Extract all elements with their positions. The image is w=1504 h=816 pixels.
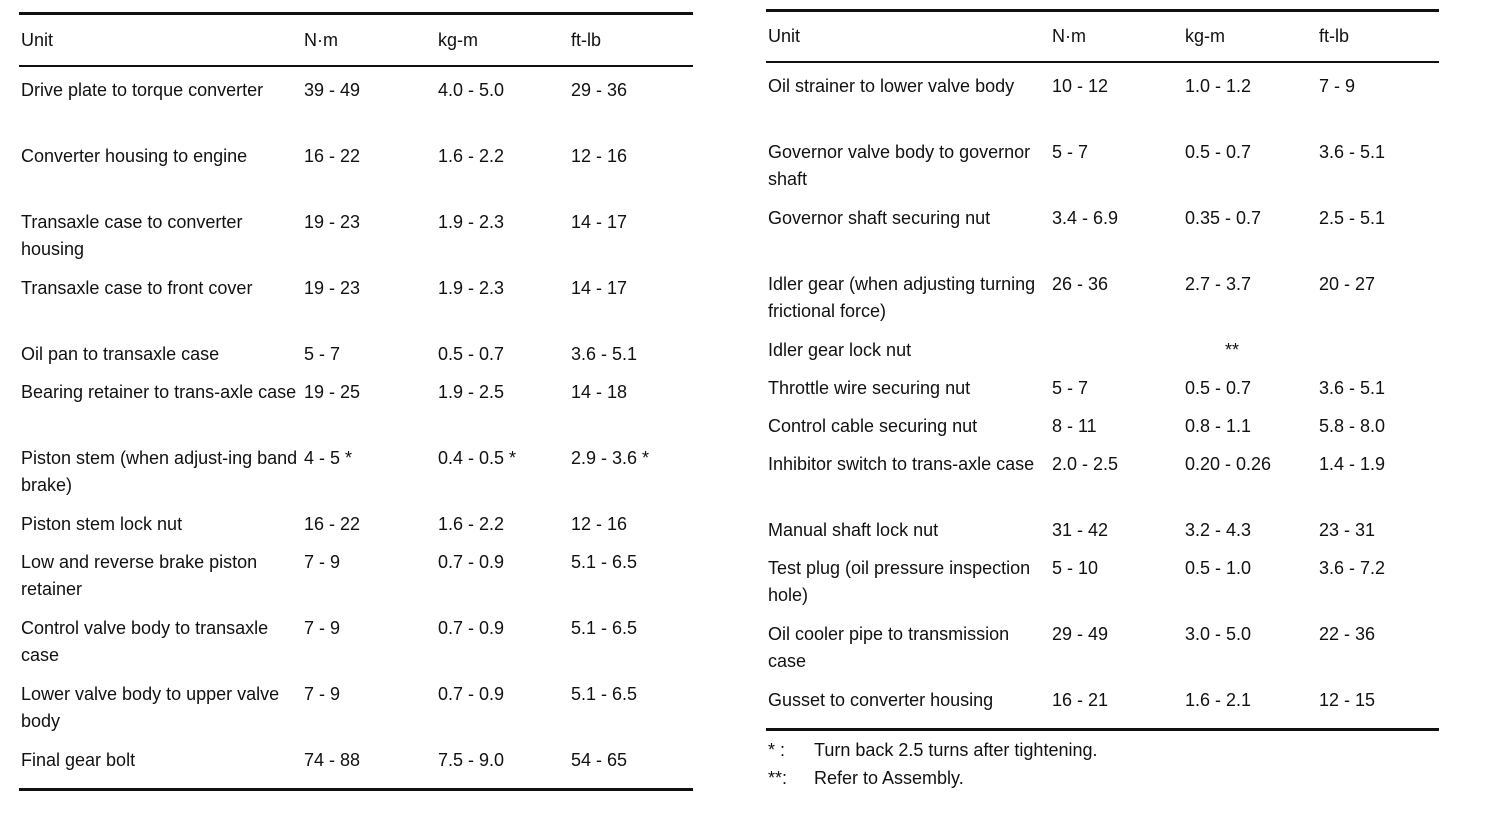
table-bottom-rule (766, 728, 1439, 731)
cell-kgm: 0.4 - 0.5 * (438, 448, 517, 468)
cell-ftlb: 2.5 - 5.1 (1319, 208, 1386, 228)
cell-unit: Governor valve body to governor shaft (768, 142, 1031, 189)
table-bottom-rule (19, 788, 693, 791)
cell-unit: Transaxle case to front cover (21, 278, 253, 298)
table-row (766, 451, 1439, 517)
cell-unit: Oil pan to transaxle case (21, 344, 220, 364)
cell-ftlb: 20 - 27 (1319, 274, 1376, 294)
cell-ftlb: 12 - 16 (571, 514, 628, 534)
cell-ftlb: 3.6 - 5.1 (1319, 142, 1386, 162)
cell-kgm: 0.7 - 0.9 (438, 618, 505, 638)
table-row (19, 275, 693, 341)
refer-marker: ** (1225, 340, 1240, 360)
cell-nm: 5 - 10 (1052, 558, 1099, 578)
footnote-symbol: * : (768, 740, 786, 760)
cell-unit: Idler gear lock nut (768, 340, 912, 360)
cell-ftlb: 2.9 - 3.6 * (571, 448, 650, 468)
cell-unit: Final gear bolt (21, 750, 136, 770)
table-row (19, 549, 693, 615)
table-row (19, 747, 693, 778)
cell-ftlb: 5.8 - 8.0 (1319, 416, 1386, 436)
cell-kgm: 3.0 - 5.0 (1185, 624, 1252, 644)
cell-unit: Manual shaft lock nut (768, 520, 939, 540)
cell-unit: Drive plate to torque converter (21, 80, 264, 100)
cell-nm: 2.0 - 2.5 (1052, 454, 1119, 474)
cell-ftlb: 14 - 17 (571, 212, 628, 232)
cell-kgm: 0.20 - 0.26 (1185, 454, 1272, 474)
table-row (19, 615, 693, 681)
footnote (768, 736, 1098, 764)
table-row (19, 143, 693, 209)
cell-kgm: 1.6 - 2.2 (438, 514, 505, 534)
cell-nm: 19 - 23 (304, 212, 361, 232)
cell-kgm (1185, 337, 1319, 364)
cell-kgm: 1.6 - 2.1 (1185, 690, 1252, 710)
cell-kgm: 2.7 - 3.7 (1185, 274, 1252, 294)
cell-kgm: 3.2 - 4.3 (1185, 520, 1252, 540)
cell-kgm: 0.5 - 0.7 (1185, 142, 1252, 162)
header-ftlb: ft-lb (1319, 26, 1350, 46)
cell-ftlb: 14 - 18 (571, 382, 628, 402)
cell-nm: 5 - 7 (304, 344, 341, 364)
cell-nm: 8 - 11 (1052, 416, 1097, 436)
cell-ftlb: 5.1 - 6.5 (571, 552, 638, 572)
cell-kgm: 0.35 - 0.7 (1185, 208, 1262, 228)
cell-nm: 5 - 7 (1052, 142, 1089, 162)
header-unit: Unit (768, 26, 801, 46)
footnote-text: Refer to Assembly. (814, 768, 964, 788)
footnote (768, 764, 1098, 792)
cell-nm: 4 - 5 * (304, 448, 353, 468)
cell-unit: Transaxle case to converter housing (21, 212, 243, 259)
cell-ftlb: 12 - 16 (571, 146, 628, 166)
table-row (19, 77, 693, 143)
cell-unit: Test plug (oil pressure inspection hole) (768, 558, 1031, 605)
cell-unit: Inhibitor switch to trans-axle case (768, 454, 1035, 474)
cell-ftlb: 23 - 31 (1319, 520, 1376, 540)
table-row (766, 621, 1439, 687)
cell-unit: Lower valve body to upper valve body (21, 684, 280, 731)
cell-ftlb: 14 - 17 (571, 278, 628, 298)
cell-unit: Low and reverse brake piston retainer (21, 552, 258, 599)
footnote-text: Turn back 2.5 turns after tightening. (814, 740, 1098, 760)
cell-ftlb: 12 - 15 (1319, 690, 1376, 710)
cell-unit: Oil strainer to lower valve body (768, 76, 1015, 96)
cell-ftlb: 5.1 - 6.5 (571, 684, 638, 704)
cell-unit: Governor shaft securing nut (768, 208, 991, 228)
cell-ftlb: 29 - 36 (571, 80, 628, 100)
header-ftlb: ft-lb (571, 29, 602, 50)
cell-unit: Bearing retainer to trans-axle case (21, 382, 297, 402)
footnote-symbol: **: (768, 768, 788, 788)
left-torque-table (19, 0, 693, 791)
cell-kgm: 7.5 - 9.0 (438, 750, 505, 770)
cell-kgm: 1.0 - 1.2 (1185, 76, 1252, 96)
cell-kgm: 0.7 - 0.9 (438, 684, 505, 704)
table-row (19, 379, 693, 445)
cell-unit: Control valve body to transaxle case (21, 618, 269, 665)
cell-ftlb: 3.6 - 7.2 (1319, 558, 1386, 578)
table-row (766, 687, 1439, 718)
table-row (19, 341, 693, 379)
cell-nm: 19 - 25 (304, 382, 361, 402)
cell-nm: 29 - 49 (1052, 624, 1109, 644)
cell-nm: 19 - 23 (304, 278, 361, 298)
table-row (766, 337, 1439, 375)
right-torque-table (766, 0, 1439, 731)
cell-unit: Piston stem lock nut (21, 514, 183, 534)
cell-nm: 7 - 9 (304, 684, 341, 704)
table-row (766, 73, 1439, 139)
cell-kgm: 1.9 - 2.3 (438, 278, 505, 298)
cell-kgm: 1.9 - 2.5 (438, 382, 505, 402)
cell-kgm: 0.5 - 1.0 (1185, 558, 1252, 578)
table-row (766, 517, 1439, 555)
cell-nm: 16 - 22 (304, 514, 361, 534)
table-row (766, 271, 1439, 337)
header-kgm: kg-m (438, 29, 478, 50)
table-row (19, 209, 693, 275)
cell-ftlb: 54 - 65 (571, 750, 628, 770)
cell-nm: 3.4 - 6.9 (1052, 208, 1119, 228)
table-header-row (766, 12, 1439, 61)
table-row (19, 511, 693, 549)
cell-nm: 5 - 7 (1052, 378, 1089, 398)
cell-nm: 39 - 49 (304, 80, 361, 100)
cell-nm: 16 - 22 (304, 146, 361, 166)
cell-nm: 74 - 88 (304, 750, 361, 770)
cell-nm: 7 - 9 (304, 552, 341, 572)
cell-unit: Piston stem (when adjust-ing band brake) (21, 448, 298, 495)
cell-unit: Control cable securing nut (768, 416, 978, 436)
table-row (766, 413, 1439, 451)
cell-ftlb: 5.1 - 6.5 (571, 618, 638, 638)
cell-ftlb: 3.6 - 5.1 (571, 344, 638, 364)
footnotes (768, 736, 1098, 792)
cell-unit: Idler gear (when adjusting turning frictional force) (768, 274, 1036, 321)
table-header-row (19, 15, 693, 65)
table-body (766, 63, 1439, 718)
cell-kgm: 4.0 - 5.0 (438, 80, 505, 100)
cell-ftlb: 3.6 - 5.1 (1319, 378, 1386, 398)
cell-ftlb: 7 - 9 (1319, 76, 1356, 96)
cell-kgm: 0.7 - 0.9 (438, 552, 505, 572)
cell-nm: 10 - 12 (1052, 76, 1109, 96)
header-nm: N·m (1052, 26, 1086, 46)
cell-kgm: 0.8 - 1.1 (1185, 416, 1252, 436)
cell-unit: Oil cooler pipe to transmission case (768, 624, 1010, 671)
table-row (19, 445, 693, 511)
cell-unit: Gusset to converter housing (768, 690, 994, 710)
table-row (19, 681, 693, 747)
header-unit: Unit (21, 29, 54, 50)
cell-nm: 31 - 42 (1052, 520, 1109, 540)
cell-kgm: 0.5 - 0.7 (438, 344, 505, 364)
cell-unit: Converter housing to engine (21, 146, 248, 166)
cell-nm: 7 - 9 (304, 618, 341, 638)
table-row (766, 555, 1439, 621)
table-body (19, 67, 693, 778)
table-row (766, 139, 1439, 205)
cell-kgm: 1.9 - 2.3 (438, 212, 505, 232)
header-kgm: kg-m (1185, 26, 1225, 46)
cell-kgm: 0.5 - 0.7 (1185, 378, 1252, 398)
cell-ftlb: 1.4 - 1.9 (1319, 454, 1386, 474)
cell-kgm: 1.6 - 2.2 (438, 146, 505, 166)
cell-nm: 26 - 36 (1052, 274, 1109, 294)
cell-nm: 16 - 21 (1052, 690, 1109, 710)
header-nm: N·m (304, 29, 338, 50)
table-row (766, 205, 1439, 271)
cell-unit: Throttle wire securing nut (768, 378, 971, 398)
table-row (766, 375, 1439, 413)
cell-ftlb: 22 - 36 (1319, 624, 1376, 644)
